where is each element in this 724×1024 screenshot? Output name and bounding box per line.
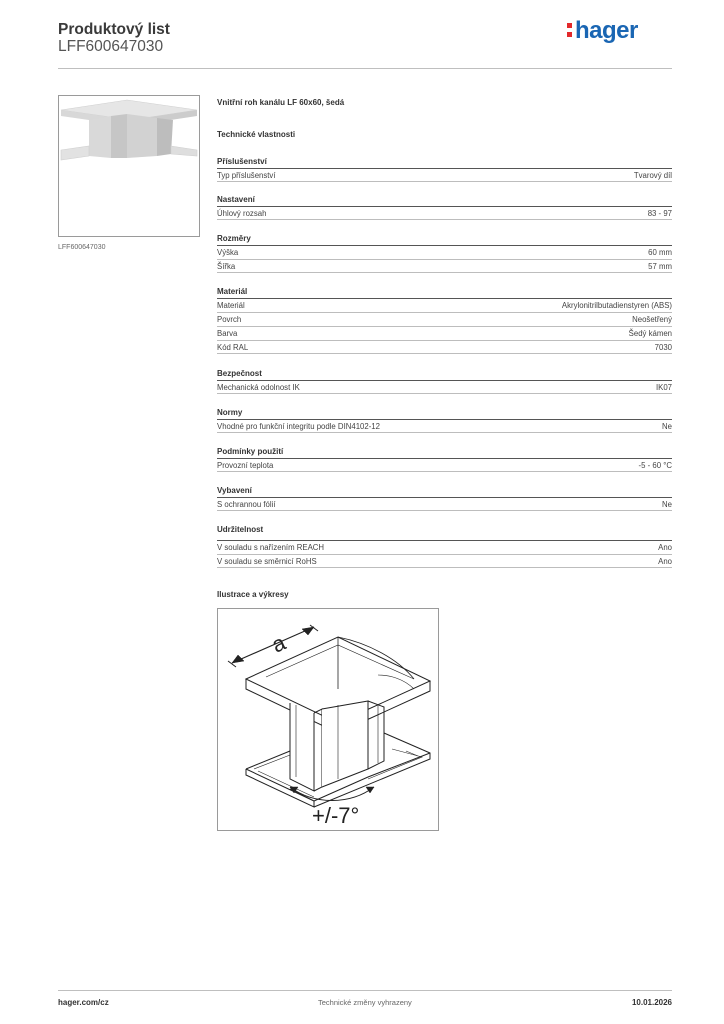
spec-label: Typ příslušenství xyxy=(217,171,276,180)
spec-value: Ne xyxy=(662,500,672,509)
hager-logo xyxy=(567,17,638,45)
thumbnail-caption: LFF600647030 xyxy=(58,244,106,251)
section-title: Normy xyxy=(217,408,243,417)
section-title: Podmínky použití xyxy=(217,447,284,456)
spec-value: Akrylonitrilbutadienstyren (ABS) xyxy=(561,301,672,310)
header-divider xyxy=(58,68,672,69)
technical-drawing xyxy=(217,608,439,831)
spec-label: Výška xyxy=(217,248,239,257)
spec-row xyxy=(217,245,672,259)
spec-row xyxy=(217,168,672,182)
spec-label: V souladu se směrnicí RoHS xyxy=(217,557,317,566)
spec-label: Šířka xyxy=(217,262,236,271)
spec-row xyxy=(217,259,672,273)
corner-thumbnail-icon xyxy=(59,96,199,236)
footer-date: 10.01.2026 xyxy=(631,998,672,1007)
spec-value: Tvarový díl xyxy=(633,171,672,180)
spec-row xyxy=(217,380,672,394)
footer-website: hager.com/cz xyxy=(58,998,109,1007)
spec-label: Barva xyxy=(217,329,238,338)
spec-label: Vhodné pro funkční integritu podle DIN4102-12 xyxy=(217,422,380,431)
spec-value: IK07 xyxy=(655,383,672,392)
tech-properties-title: Technické vlastnosti xyxy=(217,130,296,139)
angle-label: +/-7° xyxy=(312,803,360,828)
footer-note: Technické změny vyhrazeny xyxy=(318,998,412,1007)
section-title: Příslušenství xyxy=(217,157,267,166)
illustrations-title: Ilustrace a výkresy xyxy=(217,590,289,599)
spec-row xyxy=(217,497,672,511)
product-thumbnail xyxy=(58,95,200,237)
spec-label: Materiál xyxy=(217,301,245,310)
spec-value: 57 mm xyxy=(648,262,672,271)
spec-value: -5 - 60 °C xyxy=(638,461,672,470)
spec-row xyxy=(217,298,672,312)
inner-corner-drawing-icon xyxy=(218,609,438,830)
product-code: LFF600647030 xyxy=(58,38,164,55)
spec-row xyxy=(217,540,672,554)
section-title: Udržitelnost xyxy=(217,525,264,534)
spec-value: 7030 xyxy=(654,343,672,352)
spec-label: Kód RAL xyxy=(217,343,249,352)
section-title: Nastavení xyxy=(217,195,255,204)
section-title: Rozměry xyxy=(217,234,251,243)
section-title: Materiál xyxy=(217,287,248,296)
spec-row xyxy=(217,458,672,472)
spec-value: Ne xyxy=(662,422,672,431)
section-title: Bezpečnost xyxy=(217,369,262,378)
logo-text: hager xyxy=(575,17,638,44)
spec-row xyxy=(217,312,672,326)
page-title: Produktový list xyxy=(58,21,170,38)
spec-label: Úhlový rozsah xyxy=(217,209,267,218)
spec-value: Ano xyxy=(658,557,672,566)
spec-value: Neošetřený xyxy=(632,315,672,324)
spec-row xyxy=(217,206,672,220)
spec-label: S ochrannou fólií xyxy=(217,500,276,509)
spec-label: V souladu s nařízením REACH xyxy=(217,543,325,552)
spec-value: 83 - 97 xyxy=(647,209,672,218)
spec-row xyxy=(217,554,672,568)
spec-label: Mechanická odolnost IK xyxy=(217,383,300,392)
section-title: Vybavení xyxy=(217,486,252,495)
spec-row xyxy=(217,419,672,433)
spec-label: Provozní teplota xyxy=(217,461,274,470)
spec-value: 60 mm xyxy=(648,248,672,257)
spec-label: Povrch xyxy=(217,315,242,324)
dimension-label: a xyxy=(267,629,290,658)
footer-divider xyxy=(58,990,672,991)
spec-row xyxy=(217,340,672,354)
product-name: Vnitřní roh kanálu LF 60x60, šedá xyxy=(217,98,345,107)
spec-value: Šedý kámen xyxy=(628,329,672,338)
spec-row xyxy=(217,326,672,340)
spec-value: Ano xyxy=(658,543,672,552)
logo-dots-icon xyxy=(567,23,572,37)
